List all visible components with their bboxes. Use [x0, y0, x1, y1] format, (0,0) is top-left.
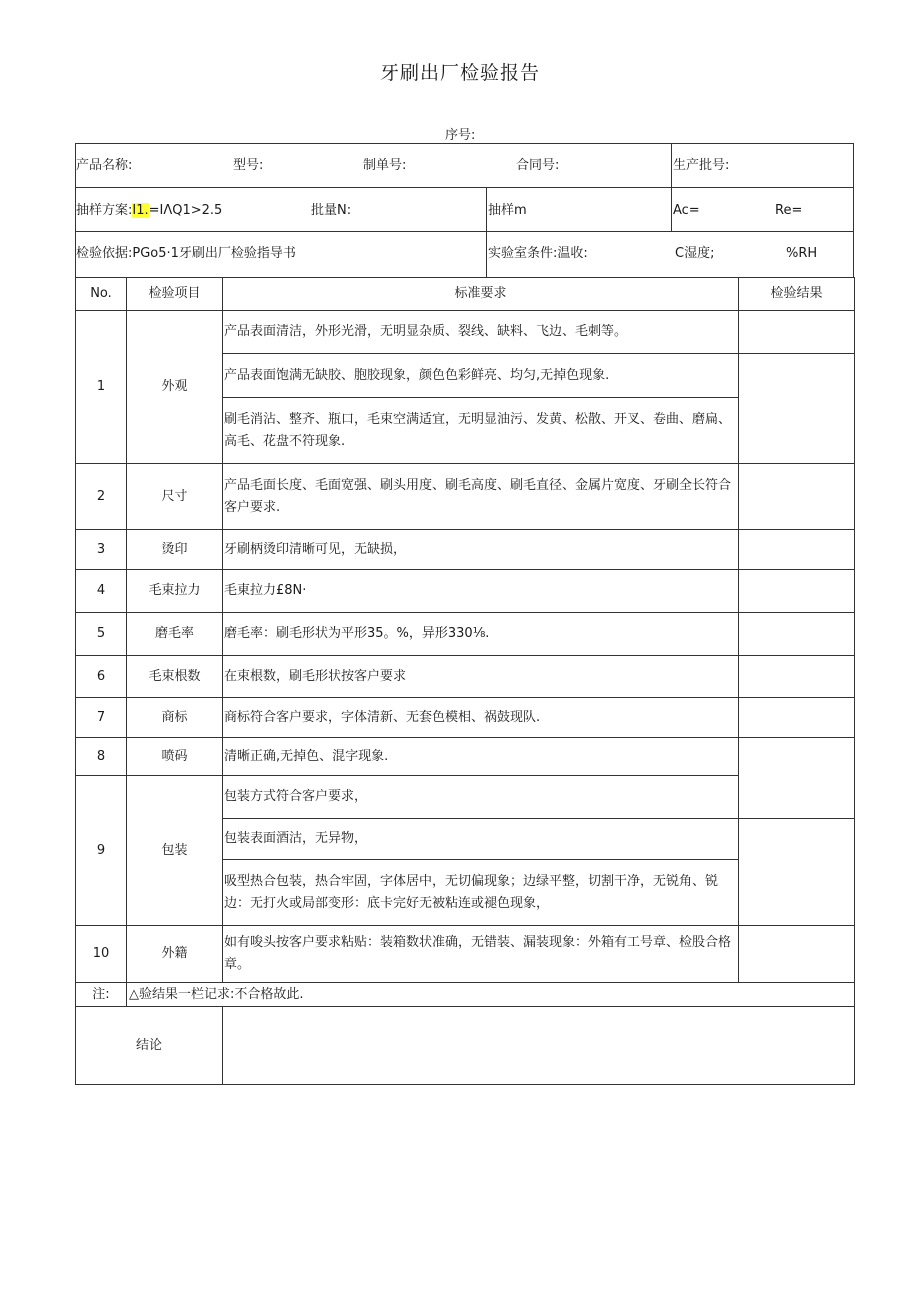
sample-size-label: 抽样m	[488, 203, 527, 218]
table-row	[76, 530, 855, 570]
result-cell[interactable]	[739, 311, 855, 354]
serial-number-label: 序号:	[445, 128, 476, 143]
requirement-text: 包装表面酒沽，无异物，	[223, 819, 739, 860]
table-row	[76, 656, 855, 698]
row-number: 5	[76, 613, 127, 656]
sampling-plan-label: 抽样方案:	[76, 203, 133, 218]
result-cell[interactable]	[739, 354, 855, 464]
table-row	[76, 464, 855, 530]
requirement-text: 磨毛率：刷毛形状为平形35。%，异形330⅛.	[223, 613, 739, 656]
inspection-item: 喷码	[127, 738, 223, 776]
table-row	[76, 776, 855, 819]
report-title: 牙刷出厂检验报告	[379, 62, 540, 84]
table-row	[76, 613, 855, 656]
requirement-text: 毛東拉力£8N·	[223, 570, 739, 613]
model-label: 型号:	[233, 158, 264, 173]
batch-number-label: 生产批号:	[673, 158, 730, 173]
result-cell[interactable]	[739, 698, 855, 738]
row-number: 6	[76, 656, 127, 698]
table-row	[76, 311, 855, 354]
relative-humidity-unit: %RH	[786, 246, 818, 261]
column-header-requirement: 标准要求	[223, 278, 739, 311]
inspection-item: 外籍	[127, 926, 223, 983]
inspection-item: 外观	[127, 311, 223, 464]
result-cell[interactable]	[739, 613, 855, 656]
table-row	[76, 698, 855, 738]
inspection-item: 包装	[127, 776, 223, 926]
inspection-basis: 检验依据:PGo5·1牙刷出厂检验指导书	[76, 246, 296, 261]
result-cell[interactable]	[739, 926, 855, 983]
inspection-item: 尺寸	[127, 464, 223, 530]
row-number: 8	[76, 738, 127, 776]
lot-size-label: 批量N:	[311, 203, 352, 218]
sampling-plan-value: =IΛQ1>2.5	[148, 203, 223, 218]
reject-number-label: Re=	[775, 203, 803, 218]
inspection-item: 毛束根数	[127, 656, 223, 698]
table-row	[76, 926, 855, 983]
row-number: 9	[76, 776, 127, 926]
row-number: 2	[76, 464, 127, 530]
result-cell[interactable]	[739, 570, 855, 613]
inspection-table	[75, 277, 855, 1085]
column-header-no: No.	[76, 278, 127, 311]
humidity-label: C湿度;	[675, 246, 715, 261]
column-header-result: 检验结果	[739, 278, 855, 311]
result-cell[interactable]	[739, 464, 855, 530]
requirement-text: 清晰正确,无掉色、混字现象.	[223, 738, 739, 776]
note-label: 注:	[76, 983, 127, 1007]
result-cell[interactable]	[739, 530, 855, 570]
result-cell[interactable]	[739, 738, 855, 819]
sampling-plan-highlight: I1.	[132, 203, 149, 218]
contract-number-label: 合同号:	[516, 158, 560, 173]
lab-conditions-label: 实验室条件:温收:	[488, 246, 588, 261]
row-number: 1	[76, 311, 127, 464]
inspection-item: 磨毛率	[127, 613, 223, 656]
note-text: △验结果一栏记求:不合格故此.	[127, 983, 855, 1007]
conclusion-field[interactable]	[223, 1007, 855, 1085]
order-number-label: 制单号:	[363, 158, 407, 173]
requirement-text: 在束根数，刷毛形状按客户要求	[223, 656, 739, 698]
table-row	[76, 570, 855, 613]
report-header-block	[75, 143, 854, 277]
requirement-text: 产品表面饱满无缺胶、胞胶现象，颜色色彩鲜亮、均匀,无掉色现象.	[223, 354, 739, 398]
accept-number-label: Ac=	[673, 203, 700, 218]
result-cell[interactable]	[739, 656, 855, 698]
requirement-text: 商标符合客户要求，字体清新、无套色模相、祸鼓现队.	[223, 698, 739, 738]
row-number: 10	[76, 926, 127, 983]
requirement-text: 牙刷柄烫印清晰可见，无缺损，	[223, 530, 739, 570]
inspection-item: 商标	[127, 698, 223, 738]
row-number: 4	[76, 570, 127, 613]
conclusion-label: 结论	[76, 1007, 223, 1085]
requirement-text: 包装方式符合客户要求，	[223, 776, 739, 819]
table-header-row	[76, 278, 855, 311]
requirement-text: 产品表面清洁，外形光滑，无明显杂质、裂线、缺料、飞边、毛刺等。	[223, 311, 739, 354]
inspection-item: 烫印	[127, 530, 223, 570]
conclusion-row	[76, 1007, 855, 1085]
requirement-text: 如有唆头按客户要求粘贴：装箱数状准确，无错装、漏装现象：外箱有工号章、检股合格章。	[223, 926, 739, 983]
sampling-plan	[76, 203, 222, 219]
result-cell[interactable]	[739, 819, 855, 926]
column-header-item: 检验项目	[127, 278, 223, 311]
note-row	[76, 983, 855, 1007]
product-name-label: 产品名称:	[76, 158, 133, 173]
table-row	[76, 738, 855, 776]
requirement-text: 刷毛消沾、整齐、瓶口，毛束空满适宜，无明显油污、发黄、松散、开叉、卷曲、磨扁、高毛、花盘不符现象.	[223, 398, 739, 464]
inspection-item: 毛束拉力	[127, 570, 223, 613]
row-number: 7	[76, 698, 127, 738]
row-number: 3	[76, 530, 127, 570]
requirement-text: 吸型热合包装，热合牢固，字体居中，无切偏现象；边绿平整，切割干净，无锐角、锐边：无打火或局部变形：底卡完好无被粘连或褪色现象，	[223, 860, 739, 926]
requirement-text: 产品毛面长度、毛面宽强、刷头用度、刷毛高度、刷毛直径、金属片宽度、牙刷全长符合客户要求.	[223, 464, 739, 530]
